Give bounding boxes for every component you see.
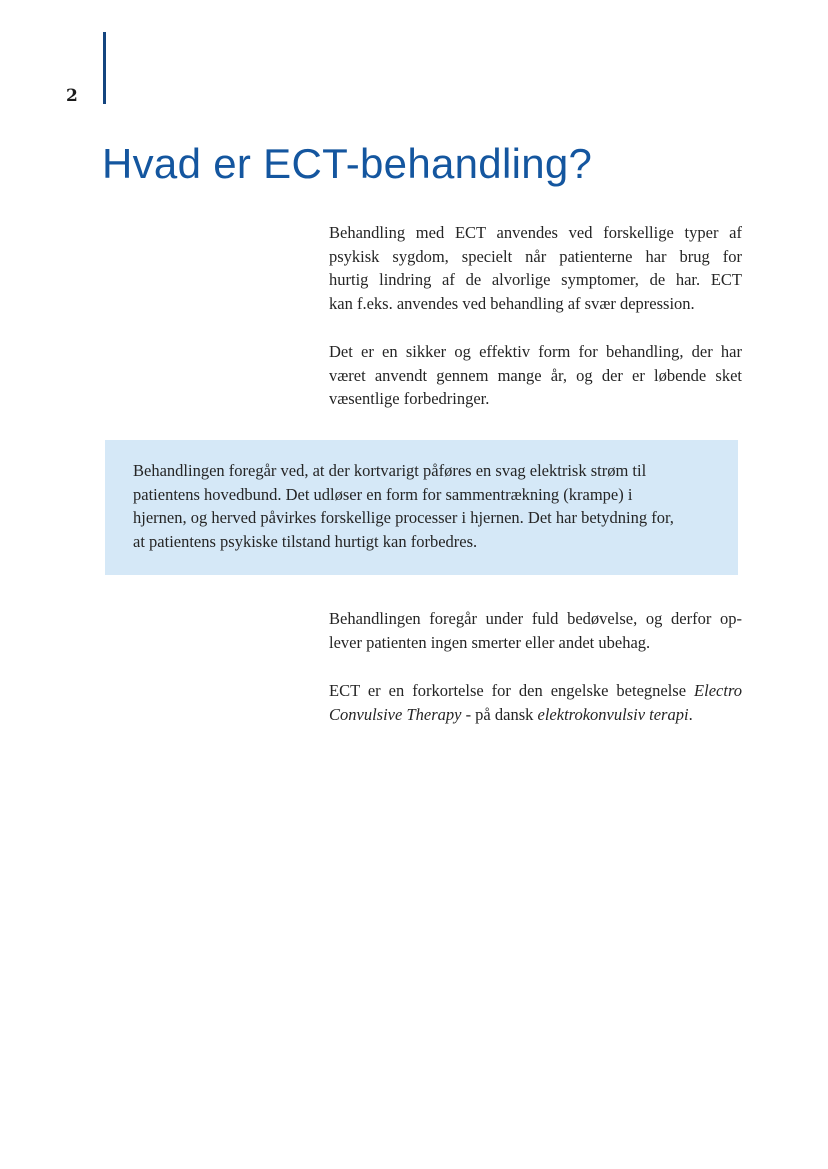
term-english: Convulsive Therapy: [329, 704, 462, 724]
text-line: Behandlingen foregår under fuld bedøvelse, og derfor op-: [329, 609, 742, 628]
paragraph-anesthesia: [329, 607, 742, 654]
text-segment: - på dansk: [461, 704, 538, 724]
highlight-text: [133, 459, 713, 553]
text-line: væsentlige forbedringer.: [329, 389, 490, 408]
highlight-line: at patientens psykiske tilstand hurtigt kan forbedres.: [133, 531, 478, 551]
highlight-line: hjernen, og herved påvirkes forskellige processer i hjernen. Det har betydning for,: [133, 508, 674, 527]
term-danish: elektrokonvulsiv terapi: [537, 704, 689, 724]
paragraph-abbreviation: [329, 679, 742, 726]
text-line: psykisk sygdom, specielt når patienterne har brug for: [329, 246, 742, 266]
text-line: [329, 679, 742, 703]
highlight-line: patientens hovedbund. Det udløser en form for sammentrækning (krampe) i: [133, 484, 633, 504]
vertical-rule: [103, 32, 106, 104]
text-segment: .: [688, 704, 693, 724]
term-english: Electro: [694, 681, 742, 700]
text-line: lever patienten ingen smerter eller andet ubehag.: [329, 632, 651, 652]
highlight-line: Behandlingen foregår ved, at der kortvarigt påføres en svag elektrisk strøm til: [133, 461, 647, 480]
paragraph-intro: [329, 221, 742, 315]
text-line: Behandling med ECT anvendes ved forskellige typer af: [329, 223, 742, 242]
text-line: været anvendt gennem mange år, og der er løbende sket: [329, 365, 742, 385]
text-line: [329, 703, 742, 727]
page-number: 2: [66, 86, 78, 106]
text-line: kan f.eks. anvendes ved behandling af svær depression.: [329, 293, 695, 313]
page-title: Hvad er ECT-behandling?: [102, 140, 593, 187]
text-line: hurtig lindring af de alvorlige symptomer, de har. ECT: [329, 270, 742, 289]
text-segment: ECT er en forkortelse for den engelske betegnelse: [329, 681, 695, 700]
paragraph-safety: [329, 340, 742, 411]
text-line: Det er en sikker og effektiv form for behandling, der har: [329, 342, 742, 361]
